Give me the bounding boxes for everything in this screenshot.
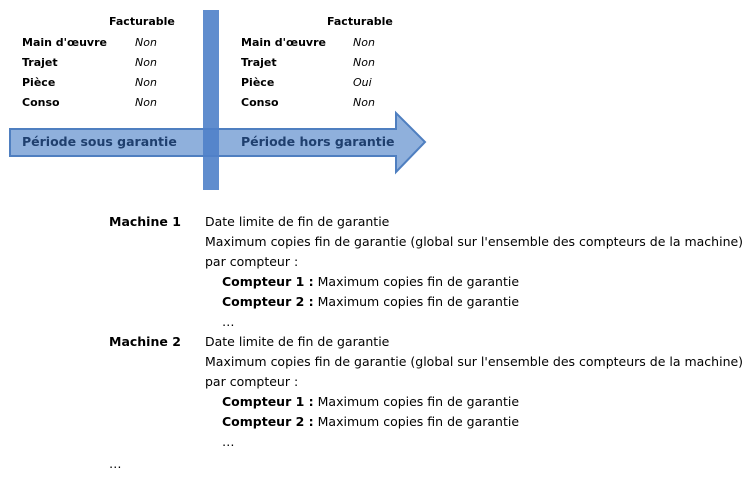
counter-line — [222, 414, 519, 429]
left-row-value: Non — [135, 76, 157, 89]
right-row-value: Non — [353, 56, 375, 69]
machine-line: Maximum copies fin de garantie (global sur l'ensemble des compteurs de la machine) — [205, 354, 744, 369]
right-row-label: Conso — [241, 96, 279, 109]
right-row-value: Non — [353, 96, 375, 109]
left-row-value: Non — [135, 36, 157, 49]
warranty-end-bar — [203, 10, 219, 190]
counter-line — [222, 274, 519, 289]
machine-line: par compteur : — [205, 374, 299, 389]
left-row-value: Non — [135, 96, 157, 109]
right-row-label: Main d'œuvre — [241, 36, 326, 49]
machine-line: Date limite de fin de garantie — [205, 334, 390, 349]
left-row-label: Trajet — [22, 56, 58, 69]
counter-ellipsis: … — [222, 314, 235, 329]
right-row-value: Non — [353, 36, 375, 49]
counter-label: Compteur 1 : — [222, 394, 314, 409]
warranty-timeline-diagram — [0, 0, 755, 200]
left-row-label: Pièce — [22, 76, 56, 89]
machine-line: par compteur : — [205, 254, 299, 269]
machine-line: Maximum copies fin de garantie (global sur l'ensemble des compteurs de la machine) — [205, 234, 744, 249]
left-row-label: Main d'œuvre — [22, 36, 107, 49]
counter-text: Maximum copies fin de garantie — [313, 274, 520, 289]
arrow-label-under-warranty: Période sous garantie — [22, 134, 177, 149]
arrow-label-out-of-warranty: Période hors garantie — [241, 134, 395, 149]
machine-name: Machine 2 — [109, 334, 181, 349]
counter-label: Compteur 2 : — [222, 414, 314, 429]
counter-label: Compteur 1 : — [222, 274, 314, 289]
counter-ellipsis: … — [222, 434, 235, 449]
counter-line — [222, 294, 519, 309]
counter-text: Maximum copies fin de garantie — [313, 394, 520, 409]
counter-line — [222, 394, 519, 409]
right-row-value: Oui — [353, 76, 372, 89]
right-row-label: Pièce — [241, 76, 275, 89]
machine-name: Machine 1 — [109, 214, 181, 229]
right-table-header: Facturable — [327, 15, 393, 28]
counter-text: Maximum copies fin de garantie — [313, 294, 520, 309]
left-table-header: Facturable — [109, 15, 175, 28]
counter-text: Maximum copies fin de garantie — [313, 414, 520, 429]
machine-line: Date limite de fin de garantie — [205, 214, 390, 229]
right-row-label: Trajet — [241, 56, 277, 69]
left-row-value: Non — [135, 56, 157, 69]
left-row-label: Conso — [22, 96, 60, 109]
counter-label: Compteur 2 : — [222, 294, 314, 309]
final-ellipsis: … — [109, 456, 122, 471]
